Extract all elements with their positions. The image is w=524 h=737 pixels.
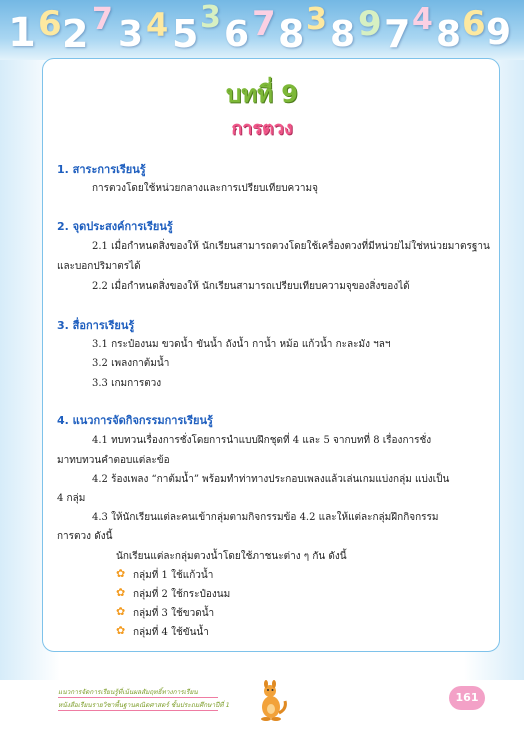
section-4-item-1-line-1: 4.1 ทบทวนเรื่องการชั่งโดยการนำแบบฝึกชุดที่ 4 และ 5 จากบทที่ 8 เรื่องการชั่ง bbox=[92, 435, 432, 446]
decorative-digit: 6 bbox=[224, 14, 250, 55]
decorative-digit: 4 bbox=[412, 2, 433, 37]
group-item: กลุ่มที่ 1 ใช้แก้วน้ำ bbox=[133, 570, 214, 581]
decorative-digit: 9 bbox=[358, 4, 382, 44]
decorative-digit: 5 bbox=[172, 12, 199, 56]
group-item: กลุ่มที่ 3 ใช้ขวดน้ำ bbox=[133, 608, 215, 619]
section-3-item: 3.3 เกมการตวง bbox=[92, 378, 162, 389]
section-2-heading: 2. จุดประสงค์การเรียนรู้ bbox=[57, 220, 173, 233]
decorative-digit: 2 bbox=[62, 12, 89, 56]
decorative-digit: 3 bbox=[306, 2, 327, 37]
section-4-item-3-line-1: 4.3 ให้นักเรียนแต่ละคนเข้ากลุ่มตามกิจกรรมข้อ 4.2 และให้แต่ละกลุ่มฝึกกิจกรรม bbox=[92, 512, 439, 523]
section-4-item-1-line-2: มาทบทวนคำตอบแต่ละข้อ bbox=[57, 455, 170, 466]
kangaroo-mascot-icon bbox=[254, 679, 288, 721]
page-number: 161 bbox=[449, 686, 485, 710]
section-2-item-2: 2.2 เมื่อกำหนดสิ่งของให้ นักเรียนสามารถเปรียบเทียบความจุของสิ่งของได้ bbox=[92, 281, 410, 292]
footer-underline bbox=[58, 697, 218, 698]
flower-bullet-icon: ✿ bbox=[116, 567, 126, 580]
decorative-digit: 3 bbox=[200, 0, 221, 35]
section-3-heading: 3. สื่อการเรียนรู้ bbox=[57, 319, 135, 332]
section-4-item-3-line-2: การตวง ดังนี้ bbox=[57, 531, 113, 542]
section-1-body: การตวงโดยใช้หน่วยกลางและการเปรียบเทียบความจุ bbox=[92, 183, 318, 194]
decorative-digit: 6 bbox=[462, 4, 486, 44]
section-2-item-1-line-1: 2.1 เมื่อกำหนดสิ่งของให้ นักเรียนสามารถตวงโดยใช้เครื่องตวงที่มีหน่วยไม่ใช่หน่วยมาตรฐาน bbox=[92, 241, 490, 252]
flower-bullet-icon: ✿ bbox=[116, 605, 126, 618]
group-item: กลุ่มที่ 2 ใช้กระป๋องนม bbox=[133, 589, 231, 600]
section-2-item-1-line-2: และบอกปริมาตรได้ bbox=[57, 261, 141, 272]
chapter-title: บทที่ 9 bbox=[226, 80, 298, 108]
flower-bullet-icon: ✿ bbox=[116, 586, 126, 599]
decorative-digit: 7 bbox=[384, 12, 411, 56]
section-4-heading: 4. แนวการจัดกิจกรรมการเรียนรู้ bbox=[57, 414, 213, 427]
topic-title: การตวง bbox=[231, 118, 293, 139]
footer-line-2: หนังสือเรียนรายวิชาพื้นฐานคณิตศาสตร์ ชั้นประถมศึกษาปีที่ 1 bbox=[58, 701, 230, 709]
decorative-digit: 7 bbox=[252, 4, 276, 44]
decorative-digit: 9 bbox=[486, 12, 512, 53]
decorative-digit: 1 bbox=[8, 10, 36, 56]
decorative-digit: 8 bbox=[278, 12, 305, 56]
decorative-digit: 8 bbox=[436, 14, 462, 55]
section-1-heading: 1. สาระการเรียนรู้ bbox=[57, 163, 146, 176]
decorative-digit: 3 bbox=[118, 14, 144, 55]
decorative-digit: 4 bbox=[146, 6, 169, 44]
group-item: กลุ่มที่ 4 ใช้ขันน้ำ bbox=[133, 627, 209, 638]
footer-underline bbox=[58, 710, 218, 711]
decorative-digit: 7 bbox=[92, 2, 113, 37]
section-3-item: 3.1 กระป๋องนม ขวดน้ำ ขันน้ำ ถังน้ำ กาน้ำ หม้อ แก้วน้ำ กะละมัง ฯลฯ bbox=[92, 339, 391, 350]
section-4-intro: นักเรียนแต่ละกลุ่มตวงน้ำโดยใช้ภาชนะต่าง ๆ กัน ดังนี้ bbox=[116, 551, 347, 562]
section-4-item-2-line-2: 4 กลุ่ม bbox=[57, 493, 86, 504]
section-3-item: 3.2 เพลงกาต้มน้ำ bbox=[92, 358, 170, 369]
footer-line-1: แนวการจัดการเรียนรู้ที่เน้นผลสัมฤทธิ์ทางการเรียน bbox=[58, 688, 198, 696]
flower-bullet-icon: ✿ bbox=[116, 624, 126, 637]
decorative-digit: 6 bbox=[38, 4, 62, 44]
decorative-digit: 8 bbox=[330, 14, 356, 55]
section-4-item-2-line-1: 4.2 ร้องเพลง “กาต้มน้ำ” พร้อมทำท่าทางประกอบเพลงแล้วเล่นเกมแบ่งกลุ่ม แบ่งเป็น bbox=[92, 474, 450, 485]
